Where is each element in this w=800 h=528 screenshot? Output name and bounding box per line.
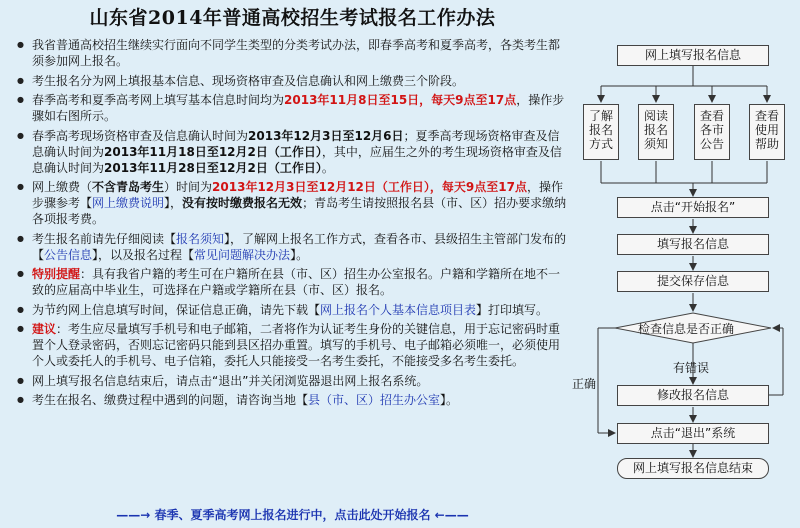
- notice-link[interactable]: 报名须知: [176, 231, 225, 246]
- flow-option-notice[interactable]: [638, 104, 674, 160]
- notice-text: ；青岛考生请按照报名县（市、区）招办要求缴纳各项报考费。: [32, 196, 567, 226]
- flow-option-label: 查看各市公告: [699, 109, 724, 151]
- notice-text: 】打印填写。: [476, 302, 549, 317]
- flow-option-label: 了解报名方式: [588, 109, 613, 151]
- notice-link[interactable]: 网上报名个人基本信息项目表: [320, 302, 477, 317]
- notice-text: 没有按时缴费报名无效: [182, 196, 303, 210]
- notice-text: 考生报名前请先仔细阅读【: [32, 231, 177, 246]
- notice-text: 】。: [290, 247, 309, 262]
- flow-fill-info: 填写报名信息: [617, 234, 769, 255]
- notice-text: ：具有我省户籍的考生可在户籍所在县（市、区）招生办公室报名。户籍和学籍所在地不一致的应届高中毕业生，可选择在户籍或学籍所在县（市、区）报名。: [32, 267, 561, 297]
- flow-start: 网上填写报名信息: [617, 45, 769, 66]
- notice-text: ：考生应尽量填写手机号和电子邮箱，二者将作为认证考生身份的关键信息，用于忘记密码时重置个人登录密码，否则忘记密码只能到县区招办重置。填写的手机号、电子邮箱必须唯一，必须使用个人或委托人的手机号、电子信箱，委托人只能接受一名考生委托，不能接受多名考生委托。: [32, 322, 561, 368]
- flow-check-label: 检查信息是否正确: [638, 322, 735, 336]
- flow-option-help[interactable]: [749, 104, 785, 160]
- notice-link[interactable]: 县（市、区）招生办公室: [308, 393, 441, 407]
- notice-link[interactable]: 常见问题解决办法: [194, 247, 291, 262]
- page-title: 山东省2014年普通高校招生考试报名工作办法: [89, 7, 496, 29]
- notice-text: 春季高考现场资格审查及信息确认时间为: [32, 128, 249, 143]
- flow-click-exit: 点击“退出”系统: [617, 423, 769, 444]
- notice-text: 2013年11月28日至12月2日（工作日）: [104, 160, 322, 175]
- notice-text: 网上填写报名信息结束后，请点击“退出”并关闭浏览器退出网上报名系统。: [32, 373, 429, 388]
- flow-wrong-label: 有错误: [673, 361, 710, 375]
- notice-text: 网上缴费（: [32, 180, 93, 194]
- flow-click-start: 点击“开始报名”: [617, 197, 769, 218]
- notice-text: ，操作步骤参考【: [32, 180, 563, 210]
- flow-option-announcements[interactable]: [694, 104, 730, 160]
- notice-text: ，其中，应届生之外的考生现场资格审查及信息确认时间为: [32, 144, 562, 175]
- notice-text: 不含青岛考生: [92, 180, 165, 194]
- flow-correct-label: 正确: [572, 377, 597, 391]
- highlight-text: 2013年11月8日至15日，每天9点至17点: [284, 93, 517, 107]
- notice-text: 春季高考和夏季高考网上填写基本信息时间均为: [32, 93, 285, 107]
- flow-option-label: 阅读报名须知: [643, 109, 668, 151]
- notice-text: 考生报名分为网上填报基本信息、现场资格审查及信息确认和网上缴费三个阶段。: [32, 73, 465, 88]
- flow-end: 网上填写报名信息结束: [617, 458, 769, 479]
- flow-option-label: 查看使用帮助: [754, 109, 779, 151]
- notice-text: 2013年11月18日至12月2日（工作日）: [104, 144, 322, 159]
- flow-option-how[interactable]: [583, 104, 619, 160]
- flow-modify: 修改报名信息: [617, 385, 769, 406]
- notice-text: 。: [321, 160, 334, 175]
- notice-text: 】，了解网上报名工作方式，查看各市、县级招生主管部门发布的【: [32, 231, 567, 262]
- notice-text: 2013年12月3日至12月6日: [248, 128, 404, 143]
- notice-text: 为节约网上信息填写时间，保证信息正确，请先下载【: [32, 302, 321, 317]
- highlight-text: 特别提醒: [32, 267, 81, 281]
- notice-text: 考生在报名、缴费过程中遇到的问题，请咨询当地【: [32, 393, 309, 407]
- start-registration-link[interactable]: ——→ 春季、夏季高考网上报名进行中，点击此处开始报名 ←——: [116, 508, 469, 522]
- notice-link[interactable]: 公告信息: [44, 247, 93, 262]
- highlight-text: 2013年12月3日至12月12日（工作日），每天9点至17点: [212, 180, 527, 194]
- notice-text: 】。: [440, 393, 459, 407]
- highlight-text: 建议: [32, 322, 57, 336]
- notice-text: 】，以及报名过程【: [92, 247, 195, 262]
- notice-text: ；夏季高考现场资格审查及信息确认时间为: [32, 128, 560, 159]
- notice-text: 我省普通高校招生继续实行面向不同学生类型的分类考试办法，即春季高考和夏季高考，各类考生都须参加网上报名。: [32, 38, 561, 68]
- notice-text: ，操作步骤如右图所示。: [32, 93, 565, 123]
- notice-link[interactable]: 网上缴费说明: [92, 196, 165, 210]
- notice-text: 】，: [164, 196, 183, 210]
- notice-text: ）时间为: [164, 180, 213, 194]
- flow-submit: 提交保存信息: [617, 271, 769, 292]
